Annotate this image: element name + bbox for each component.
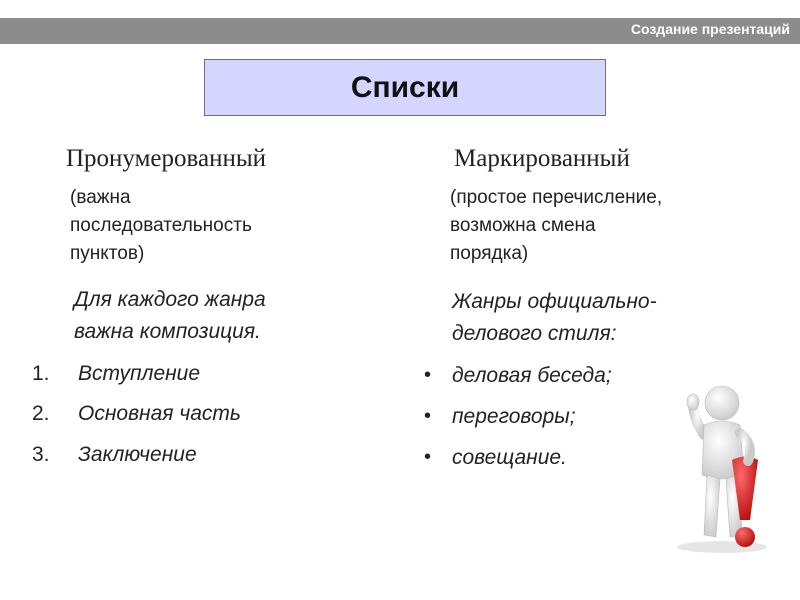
- title-box: [204, 59, 606, 116]
- note-line: порядка): [450, 243, 529, 264]
- slide-title: Списки: [350, 70, 460, 104]
- item-number: 3.: [32, 443, 50, 466]
- list-item: [32, 362, 332, 392]
- note-line: (простое перечисление,: [450, 187, 663, 208]
- numbered-list-note: [70, 184, 252, 268]
- item-text: Заключение: [78, 443, 197, 466]
- person-exclamation-icon: [660, 375, 780, 555]
- bullet-icon: •: [424, 405, 432, 427]
- header-bar: [0, 18, 800, 44]
- item-text: деловая беседа;: [452, 364, 612, 387]
- item-text: совещание.: [452, 446, 567, 469]
- intro-line: делового стиля:: [452, 322, 617, 345]
- list-item: [424, 364, 664, 394]
- bulleted-list-intro: [452, 286, 657, 350]
- section-title: Создание презентаций: [630, 21, 790, 37]
- list-item: [32, 402, 332, 432]
- bullet-icon: •: [424, 364, 432, 386]
- list-item: [424, 446, 664, 476]
- bullet-icon: •: [424, 446, 432, 468]
- bulleted-list-note: [450, 184, 662, 268]
- item-text: Вступление: [78, 362, 201, 385]
- intro-line: важна композиция.: [74, 320, 261, 343]
- intro-line: Жанры официально-: [452, 290, 657, 313]
- item-number: 1.: [32, 362, 50, 385]
- note-line: возможна смена: [450, 215, 596, 236]
- item-text: переговоры;: [452, 405, 576, 428]
- numbered-list-heading: Пронумерованный: [66, 145, 267, 172]
- note-line: пунктов): [70, 243, 145, 264]
- note-line: последовательность: [70, 215, 252, 236]
- note-line: (важна: [70, 187, 131, 208]
- numbered-list-intro: [74, 284, 266, 348]
- list-item: [424, 405, 664, 435]
- item-number: 2.: [32, 402, 50, 425]
- intro-line: Для каждого жанра: [74, 288, 266, 311]
- list-item: [32, 443, 332, 473]
- bulleted-list-heading: Маркированный: [454, 145, 630, 172]
- item-text: Основная часть: [78, 402, 241, 425]
